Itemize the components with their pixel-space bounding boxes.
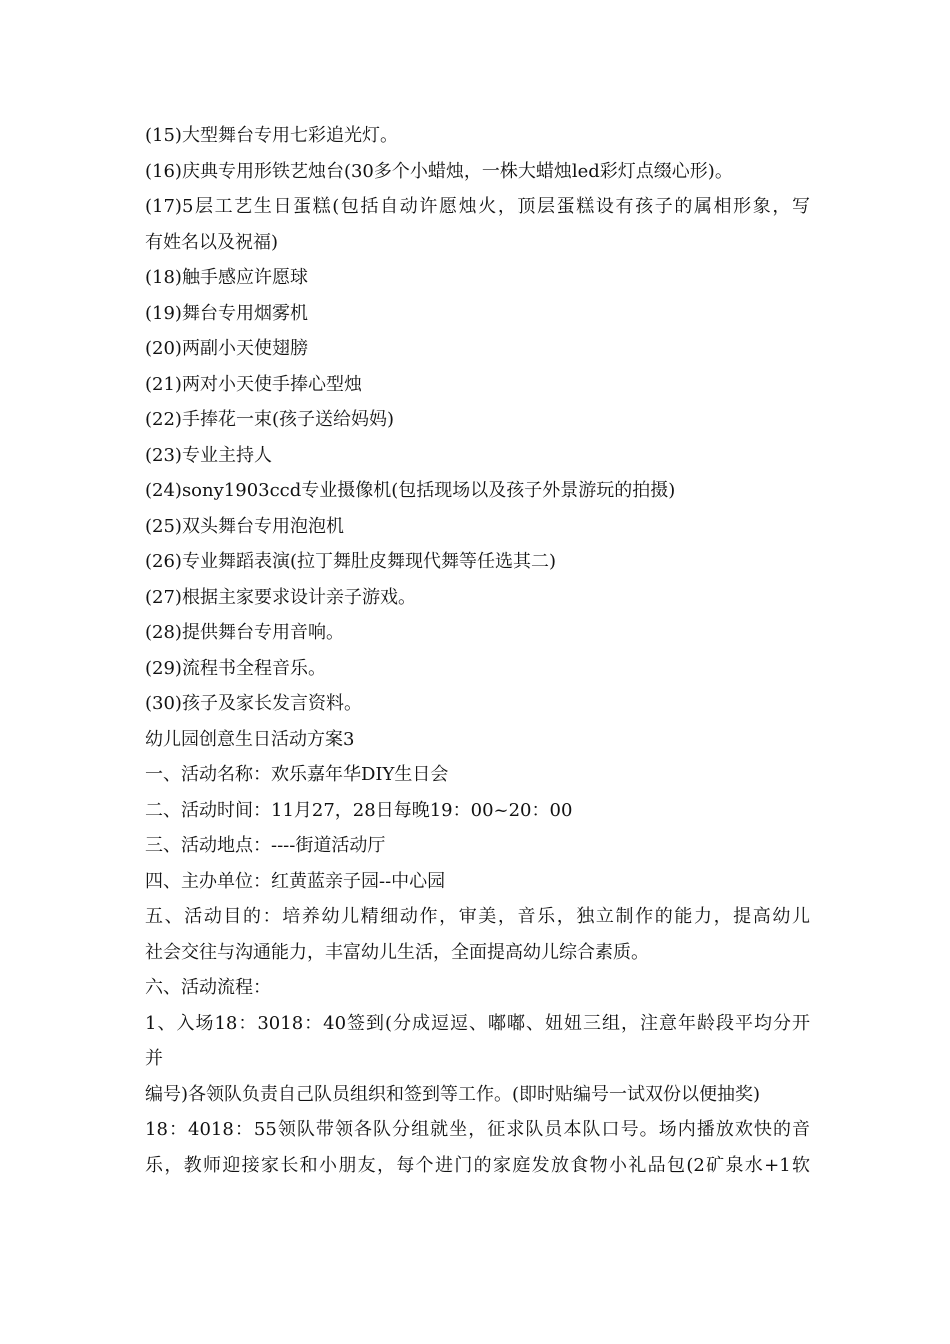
list-item-17-continued: 有姓名以及祝福) (145, 231, 279, 253)
activity-purpose-continued: 社会交往与沟通能力，丰富幼儿生活，全面提高幼儿综合素质。 (145, 941, 649, 963)
organizer: 四、主办单位：红黄蓝亲子园--中心园 (145, 870, 446, 892)
activity-time: 二、活动时间：11月27，28日每晚19：00~20：00 (145, 799, 573, 821)
activity-purpose: 五、活动目的：培养幼儿精细动作，审美，音乐，独立制作的能力，提高幼儿 (145, 906, 810, 927)
process-step-numbering: 编号)各领队负责自己队员组织和签到等工作。(即时贴编号一试双份以便抽奖) (145, 1083, 761, 1105)
list-item-30: (30)孩子及家长发言资料。 (145, 693, 362, 714)
list-item-15: (15)大型舞台专用七彩追光灯。 (145, 125, 398, 146)
list-item-24: (24)sony1903ccd专业摄像机(包括现场以及孩子外景游玩的拍摄) (145, 480, 676, 501)
list-item-21: (21)两对小天使手捧心型烛 (145, 373, 362, 395)
activity-location: 三、活动地点：----街道活动厅 (145, 835, 386, 856)
list-item-16: (16)庆典专用形铁艺烛台(30多个小蜡烛，一株大蜡烛led彩灯点缀心形)。 (145, 160, 733, 182)
process-step-welcome: 乐，教师迎接家长和小朋友，每个进门的家庭发放食物小礼品包(2矿泉水+1软 (145, 1154, 810, 1176)
list-item-22: (22)手捧花一束(孩子送给妈妈) (145, 409, 394, 430)
document-body (145, 118, 810, 1183)
list-item-20: (20)两副小天使翅膀 (145, 338, 308, 359)
list-item-28: (28)提供舞台专用音响。 (145, 622, 344, 643)
process-step-entry: 1、入场18：3018：40签到(分成逗逗、嘟嘟、妞妞三组，注意年龄段平均分开 (145, 1012, 810, 1034)
list-item-18: (18)触手感应许愿球 (145, 267, 308, 288)
list-item-26: (26)专业舞蹈表演(拉丁舞肚皮舞现代舞等任选其二) (145, 551, 556, 572)
list-item-29: (29)流程书全程音乐。 (145, 657, 326, 679)
list-item-23: (23)专业主持人 (145, 444, 272, 466)
section-heading: 幼儿园创意生日活动方案3 (145, 728, 355, 750)
list-item-25: (25)双头舞台专用泡泡机 (145, 515, 344, 537)
list-item-17: (17)5层工艺生日蛋糕(包括自动许愿烛火，顶层蛋糕设有孩子的属相形象，写 (145, 196, 810, 217)
process-step-entry-wrap: 并 (145, 1048, 163, 1069)
activity-process-heading: 六、活动流程： (145, 977, 271, 998)
process-step-seating: 18：4018：55领队带领各队分组就坐，征求队员本队口号。场内播放欢快的音 (145, 1119, 810, 1140)
activity-name: 一、活动名称：欢乐嘉年华DIY生日会 (145, 764, 449, 785)
list-item-27: (27)根据主家要求设计亲子游戏。 (145, 586, 416, 608)
list-item-19: (19)舞台专用烟雾机 (145, 302, 308, 324)
